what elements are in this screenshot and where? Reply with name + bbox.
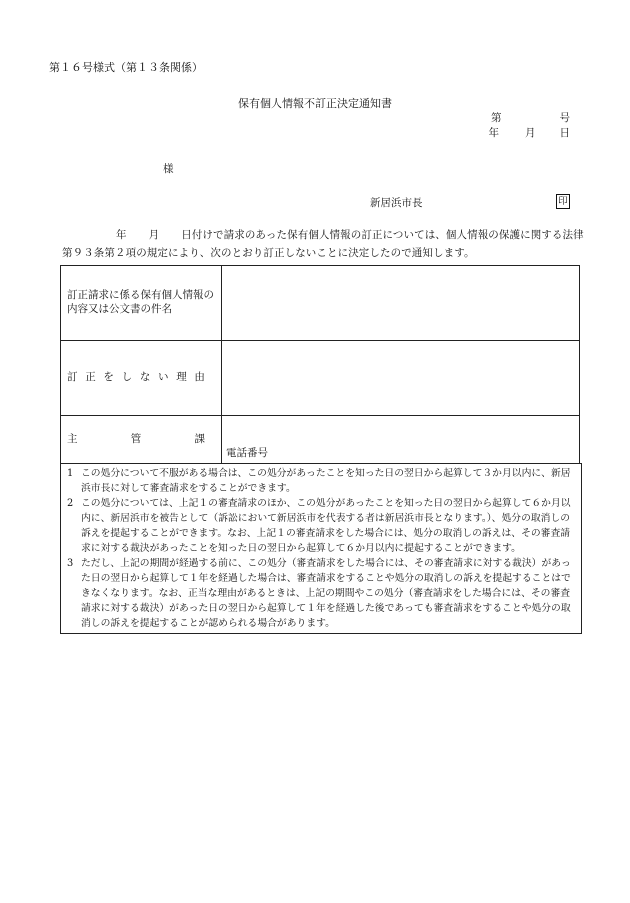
department-label: 主 管 課 bbox=[61, 416, 222, 464]
subject-value bbox=[222, 266, 580, 341]
date-month-label: 月 bbox=[525, 127, 536, 139]
number-suffix: 号 bbox=[559, 112, 570, 124]
reason-label: 訂 正 を し な い 理 由 bbox=[61, 341, 222, 416]
note-number: 3 bbox=[67, 558, 74, 569]
number-prefix: 第 bbox=[491, 112, 502, 124]
document-date-line bbox=[489, 127, 571, 141]
notice-body bbox=[62, 226, 584, 262]
note-item bbox=[65, 466, 577, 496]
table-row bbox=[61, 416, 580, 464]
notes-box bbox=[60, 463, 582, 634]
reason-value bbox=[222, 341, 580, 416]
note-text: ただし、上記の期間が経過する前に、この処分（審査請求をした場合には、その審査請求に対する裁決）があった日の翌日から起算して１年を経過した場合は、審査請求をすることや処分の取消しの訴えを提起することはできなくなります。なお、正当な理由があるときは、上記の期間やこの処分（審査請求をした場合には、その審査請求に対する裁決）があった日の翌日から起算して１年を経過した後であっても審査請求をすることや処分の取消しの訴えを提起することが認められる場合があります。 bbox=[81, 558, 571, 629]
note-item bbox=[65, 496, 577, 556]
subject-label: 訂正請求に係る保有個人情報の内容又は公文書の件名 bbox=[61, 266, 222, 341]
table-row bbox=[61, 266, 580, 341]
date-year-label: 年 bbox=[488, 127, 499, 139]
note-number: 2 bbox=[67, 498, 74, 509]
seal-mark: 印 bbox=[556, 194, 570, 209]
table-row bbox=[61, 341, 580, 416]
body-month-label: 月 bbox=[148, 229, 160, 241]
note-item bbox=[65, 556, 577, 631]
form-number: 第１６号様式（第１３条関係） bbox=[49, 61, 203, 74]
note-text: この処分については、上記１の審査請求のほか、この処分があったことを知った日の翌日から起算して６か月以内に、新居浜市を被告として（訴訟において新居浜市を代表する者は新居浜市長となります。）、処分の取消しの訴えを提起することができます。なお、上記１の審査請求をした場合には、処分の取消しの訴えは、その審査請求に対する裁決があったことを知った日の翌日から起算して６か月以内に提起することができます。 bbox=[81, 498, 571, 554]
body-year-label: 年 bbox=[116, 229, 127, 241]
body-text: 日付けで請求のあった保有個人情報の訂正については、個人情報の保護に関する法律第９３条第２項の規定により、次のとおり訂正しないことに決定したので通知します。 bbox=[62, 229, 584, 259]
document-number-line bbox=[491, 112, 570, 126]
decision-table bbox=[60, 265, 580, 464]
phone-label: 電話番号 bbox=[226, 447, 268, 460]
date-day-label: 日 bbox=[559, 127, 570, 139]
issuer-name: 新居浜市長 bbox=[370, 197, 423, 209]
addressee-suffix: 様 bbox=[163, 163, 174, 175]
document-title: 保有個人情報不訂正決定通知書 bbox=[238, 97, 392, 110]
note-number: 1 bbox=[67, 468, 74, 479]
department-value bbox=[222, 416, 580, 464]
note-text: この処分について不服がある場合は、この処分があったことを知った日の翌日から起算して３か月以内に、新居浜市長に対して審査請求をすることができます。 bbox=[81, 468, 571, 494]
